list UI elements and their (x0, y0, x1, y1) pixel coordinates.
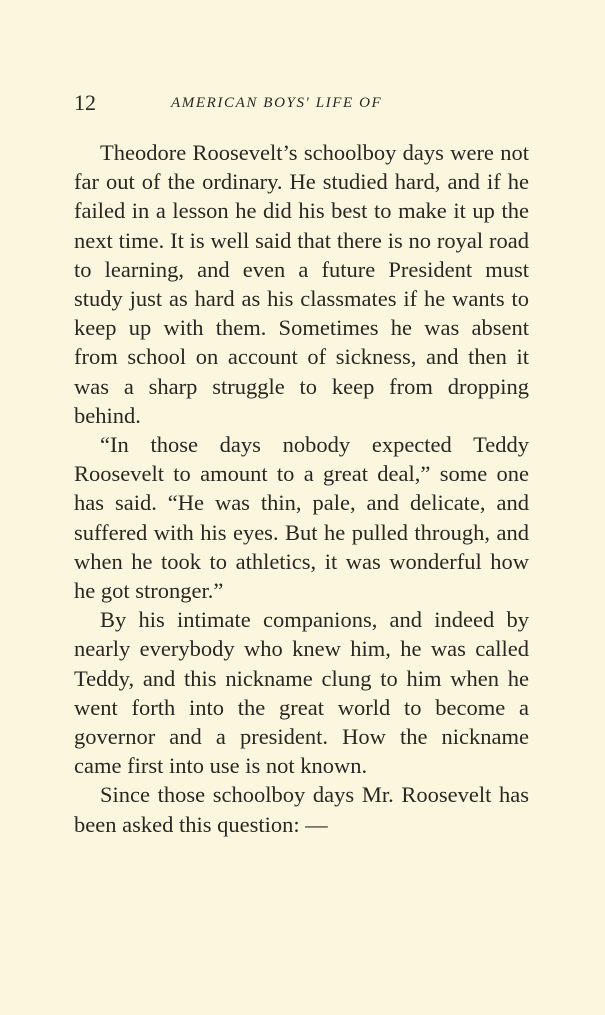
paragraph: Theodore Roosevelt’s schoolboy days were not far out of the ordinary. He studied hard, and if he failed in a lesson he did his best to make it up the next time. It is well said that there is no royal road to learning, and even a future President must study just as hard as his classmates if he wants to keep up with them. Sometimes he was absent from school on account of sickness, and then it was a sharp struggle to keep from dropping behind. (74, 140, 529, 428)
page-number: 12 (74, 90, 96, 115)
paragraph: “In those days nobody expected Teddy Roosevelt to amount to a great deal,” some one has said. “He was thin, pale, and delicate, and suffered with his eyes. But he pulled through, and when he took to athletics, it was wonderful how he got stronger.” (74, 432, 529, 604)
running-title: AMERICAN BOYS' LIFE OF (171, 95, 383, 111)
paragraph: By his intimate companions, and indeed by nearly everybody who knew him, he was called Teddy, and this nickname clung to him when he went forth into the great world to become a governor and a president. How the nickname came first into use is not known. (74, 607, 529, 779)
page-header (74, 88, 534, 118)
body-text (74, 138, 529, 839)
paragraph: Since those schoolboy days Mr. Roosevelt has been asked this question: — (74, 782, 529, 837)
